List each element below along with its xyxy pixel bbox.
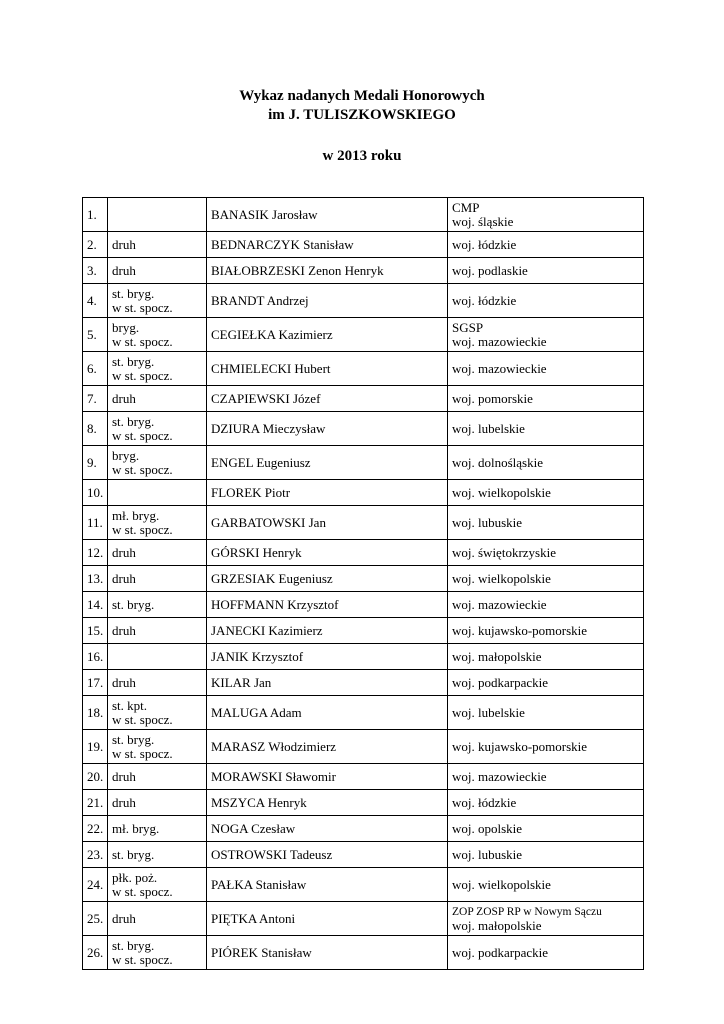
row-number: 15. [83, 618, 108, 644]
rank-cell [108, 816, 207, 842]
table-row [83, 816, 644, 842]
table-row [83, 696, 644, 730]
line-1: woj. mazowieckie [452, 768, 547, 784]
region-cell [448, 352, 644, 386]
line-1: st. bryg. [112, 285, 155, 301]
rank-cell [108, 592, 207, 618]
table-row [83, 730, 644, 764]
region-cell [448, 618, 644, 644]
line-2: woj. śląskie [452, 213, 514, 229]
line-1: woj. kujawsko-pomorskie [452, 738, 588, 754]
line-2: w st. spocz. [112, 427, 173, 443]
recipient-name: BEDNARCZYK Stanisław [207, 232, 448, 258]
line-1: woj. małopolskie [452, 648, 542, 664]
rank-cell [108, 540, 207, 566]
line-1: woj. pomorskie [452, 390, 533, 406]
line-1: woj. podkarpackie [452, 674, 549, 690]
line-1: st. bryg. [112, 413, 155, 429]
line-1: st. bryg. [112, 596, 155, 612]
recipient-name: BANASIK Jarosław [207, 198, 448, 232]
rank-cell [108, 386, 207, 412]
document-year: w 2013 roku [322, 148, 402, 164]
line-1: woj. mazowieckie [452, 596, 547, 612]
region-cell [448, 696, 644, 730]
line-2: w st. spocz. [112, 883, 173, 899]
line-1: SGSP [452, 319, 484, 335]
row-number: 14. [83, 592, 108, 618]
recipient-name: CHMIELECKI Hubert [207, 352, 448, 386]
line-2: w st. spocz. [112, 299, 173, 315]
table-row [83, 618, 644, 644]
line-1: woj. mazowieckie [452, 360, 547, 376]
recipient-name: PAŁKA Stanisław [207, 868, 448, 902]
recipient-name: GÓRSKI Henryk [207, 540, 448, 566]
recipient-name: PIĘTKA Antoni [207, 902, 448, 936]
document-title: Wykaz nadanych Medali Honorowych [239, 88, 485, 104]
line-1: woj. lubuskie [452, 514, 523, 530]
row-number: 25. [83, 902, 108, 936]
region-cell [448, 790, 644, 816]
region-cell [448, 566, 644, 592]
recipient-name: MSZYCA Henryk [207, 790, 448, 816]
rank-cell [108, 566, 207, 592]
recipient-name: DZIURA Mieczysław [207, 412, 448, 446]
row-number: 26. [83, 936, 108, 970]
recipient-name: NOGA Czesław [207, 816, 448, 842]
rank-cell [108, 790, 207, 816]
table-row [83, 480, 644, 506]
row-number: 6. [83, 352, 108, 386]
table-row [83, 386, 644, 412]
table-row [83, 540, 644, 566]
rank-cell [108, 352, 207, 386]
line-2: w st. spocz. [112, 521, 173, 537]
line-1: bryg. [112, 319, 140, 335]
line-1: płk. poż. [112, 869, 158, 885]
table-row [83, 566, 644, 592]
row-number: 2. [83, 232, 108, 258]
line-1: woj. lubelskie [452, 420, 525, 436]
row-number: 5. [83, 318, 108, 352]
recipient-name: HOFFMANN Krzysztof [207, 592, 448, 618]
recipient-name: BIAŁOBRZESKI Zenon Henryk [207, 258, 448, 284]
line-1: woj. wielkopolskie [452, 570, 551, 586]
line-1: mł. bryg. [112, 507, 160, 523]
recipient-name: CEGIEŁKA Kazimierz [207, 318, 448, 352]
rank-cell [108, 506, 207, 540]
table-row [83, 446, 644, 480]
region-cell [448, 670, 644, 696]
row-number: 22. [83, 816, 108, 842]
table-row [83, 790, 644, 816]
row-number: 11. [83, 506, 108, 540]
line-1: druh [112, 768, 136, 784]
rank-cell [108, 902, 207, 936]
line-1: mł. bryg. [112, 820, 160, 836]
region-cell [448, 318, 644, 352]
region-cell [448, 198, 644, 232]
line-2: w st. spocz. [112, 951, 173, 967]
row-number: 20. [83, 764, 108, 790]
recipient-name: MALUGA Adam [207, 696, 448, 730]
line-2: w st. spocz. [112, 367, 173, 383]
line-1: druh [112, 794, 136, 810]
line-1: woj. łódzkie [452, 236, 517, 252]
line-1: woj. łódzkie [452, 292, 517, 308]
rank-cell [108, 868, 207, 902]
table-row [83, 644, 644, 670]
table-row [83, 284, 644, 318]
recipient-name: ENGEL Eugeniusz [207, 446, 448, 480]
region-cell [448, 764, 644, 790]
rank-cell [108, 670, 207, 696]
line-2: woj. małopolskie [452, 917, 542, 933]
line-1: woj. lubuskie [452, 846, 523, 862]
rank-cell [108, 284, 207, 318]
region-cell [448, 644, 644, 670]
recipient-name: FLOREK Piotr [207, 480, 448, 506]
row-number: 12. [83, 540, 108, 566]
recipient-name: MORAWSKI Sławomir [207, 764, 448, 790]
line-2: woj. mazowieckie [452, 333, 547, 349]
table-row [83, 318, 644, 352]
row-number: 8. [83, 412, 108, 446]
line-2: w st. spocz. [112, 333, 173, 349]
line-1: woj. podkarpackie [452, 944, 549, 960]
rank-cell [108, 232, 207, 258]
table-row [83, 412, 644, 446]
table-row [83, 592, 644, 618]
table-row [83, 764, 644, 790]
table-row [83, 506, 644, 540]
line-1: st. bryg. [112, 731, 155, 747]
recipient-name: CZAPIEWSKI Józef [207, 386, 448, 412]
line-1: woj. wielkopolskie [452, 484, 551, 500]
recipient-name: GARBATOWSKI Jan [207, 506, 448, 540]
table-row [83, 902, 644, 936]
line-1: woj. kujawsko-pomorskie [452, 622, 588, 638]
rank-cell [108, 480, 207, 506]
region-cell [448, 730, 644, 764]
line-1: druh [112, 236, 136, 252]
rank-cell [108, 446, 207, 480]
line-2: w st. spocz. [112, 461, 173, 477]
document-subtitle: im J. TULISZKOWSKIEGO [268, 107, 456, 123]
region-cell [448, 506, 644, 540]
rank-cell [108, 764, 207, 790]
line-1: druh [112, 910, 136, 926]
region-cell [448, 386, 644, 412]
table-row [83, 936, 644, 970]
region-cell [448, 412, 644, 446]
recipient-name: PIÓREK Stanisław [207, 936, 448, 970]
rank-cell [108, 258, 207, 284]
rank-cell [108, 318, 207, 352]
line-1: st. bryg. [112, 846, 155, 862]
table-row [83, 868, 644, 902]
line-1: bryg. [112, 447, 140, 463]
region-cell [448, 232, 644, 258]
line-1: woj. wielkopolskie [452, 876, 551, 892]
region-cell [448, 902, 644, 936]
line-2: w st. spocz. [112, 745, 173, 761]
region-cell [448, 258, 644, 284]
row-number: 16. [83, 644, 108, 670]
line-1: druh [112, 262, 136, 278]
line-1: woj. świętokrzyskie [452, 544, 556, 560]
rank-cell [108, 842, 207, 868]
line-1: st. bryg. [112, 937, 155, 953]
line-1: woj. lubelskie [452, 704, 525, 720]
recipient-name: KILAR Jan [207, 670, 448, 696]
region-cell [448, 540, 644, 566]
region-cell [448, 284, 644, 318]
row-number: 24. [83, 868, 108, 902]
rank-cell [108, 644, 207, 670]
table-row [83, 670, 644, 696]
line-1: druh [112, 544, 136, 560]
line-1: woj. dolnośląskie [452, 454, 543, 470]
table-row [83, 232, 644, 258]
line-1: druh [112, 390, 136, 406]
row-number: 7. [83, 386, 108, 412]
region-cell [448, 592, 644, 618]
region-cell [448, 816, 644, 842]
line-1: woj. łódzkie [452, 794, 517, 810]
row-number: 21. [83, 790, 108, 816]
recipient-name: OSTROWSKI Tadeusz [207, 842, 448, 868]
recipient-name: JANECKI Kazimierz [207, 618, 448, 644]
line-1: druh [112, 674, 136, 690]
region-cell [448, 936, 644, 970]
table-row [83, 258, 644, 284]
table-row [83, 352, 644, 386]
table-row [83, 842, 644, 868]
rank-cell [108, 696, 207, 730]
rank-cell [108, 936, 207, 970]
recipient-name: MARASZ Włodzimierz [207, 730, 448, 764]
row-number: 10. [83, 480, 108, 506]
line-1: st. bryg. [112, 353, 155, 369]
row-number: 19. [83, 730, 108, 764]
row-number: 9. [83, 446, 108, 480]
region-cell [448, 446, 644, 480]
line-1: ZOP ZOSP RP w Nowym Sączu [452, 905, 602, 918]
row-number: 13. [83, 566, 108, 592]
rank-cell [108, 198, 207, 232]
region-cell [448, 480, 644, 506]
recipient-name: BRANDT Andrzej [207, 284, 448, 318]
line-1: druh [112, 622, 136, 638]
recipient-name: GRZESIAK Eugeniusz [207, 566, 448, 592]
region-cell [448, 842, 644, 868]
line-1: druh [112, 570, 136, 586]
line-2: w st. spocz. [112, 711, 173, 727]
region-cell [448, 868, 644, 902]
rank-cell [108, 412, 207, 446]
line-1: CMP [452, 199, 480, 215]
row-number: 18. [83, 696, 108, 730]
table-row [83, 198, 644, 232]
row-number: 1. [83, 198, 108, 232]
row-number: 23. [83, 842, 108, 868]
medal-recipients-table [82, 197, 644, 970]
line-1: woj. podlaskie [452, 262, 528, 278]
row-number: 4. [83, 284, 108, 318]
line-1: st. kpt. [112, 697, 148, 713]
row-number: 17. [83, 670, 108, 696]
line-1: woj. opolskie [452, 820, 523, 836]
rank-cell [108, 618, 207, 644]
recipient-name: JANIK Krzysztof [207, 644, 448, 670]
rank-cell [108, 730, 207, 764]
row-number: 3. [83, 258, 108, 284]
